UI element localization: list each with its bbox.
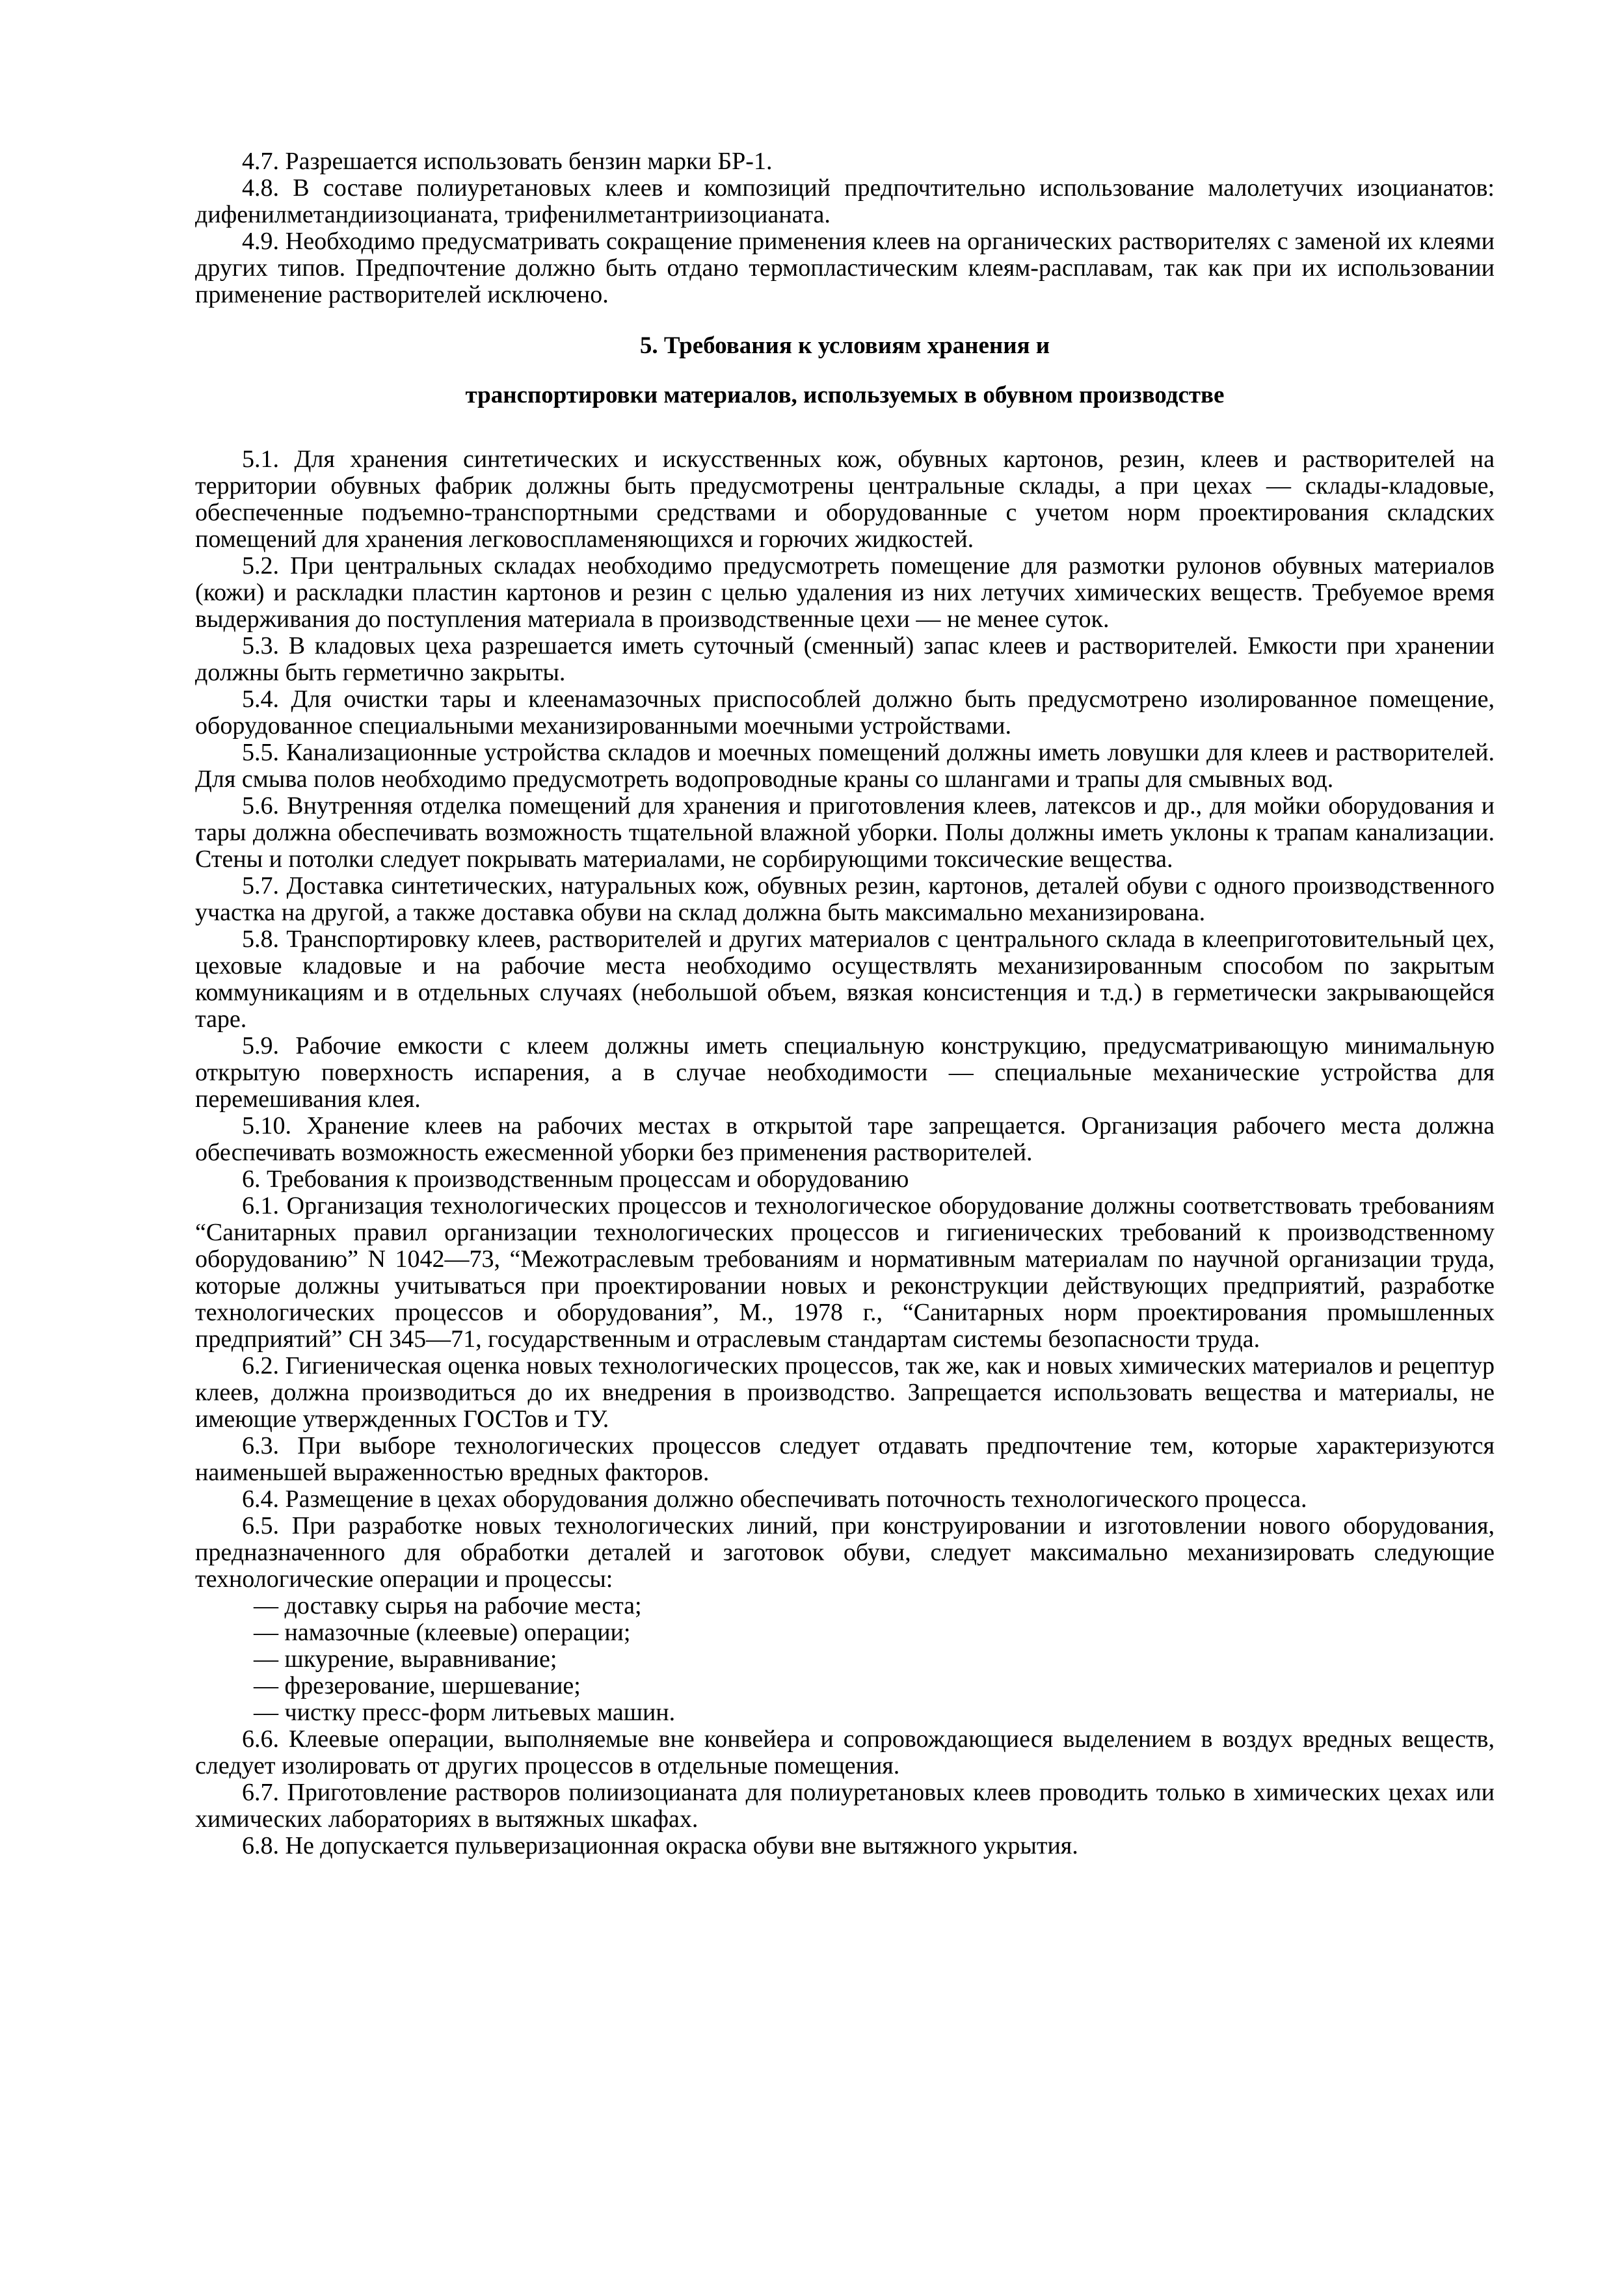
paragraph-5-7: 5.7. Доставка синтетических, натуральных кож, обувных резин, картонов, деталей обуви с одного производственного участка на другой, а также доставка обуви на склад должна быть максимально механизирована. xyxy=(195,872,1495,926)
paragraph-5-1: 5.1. Для хранения синтетических и искусственных кож, обувных картонов, резин, клеев и растворителей на территории обувных фабрик должны быть предусмотрены центральные склады, а при цехах — склады-кладовые, обеспеченные подъемно-транспортными средствами и оборудованные с учетом норм проектирования складских помещений для хранения легковоспламеняющихся и горючих жидкостей. xyxy=(195,446,1495,553)
paragraph-5-6: 5.6. Внутренняя отделка помещений для хранения и приготовления клеев, латексов и др., для мойки оборудования и тары должна обеспечивать возможность тщательной влажной уборки. Полы должны иметь уклоны к трапам канализации. Стены и потолки следует покрывать материалами, не сорбирующими токсические вещества. xyxy=(195,792,1495,873)
list-item: — намазочные (клеевые) операции; xyxy=(254,1619,631,1646)
paragraph-6-1: 6.1. Организация технологических процессов и технологическое оборудование должны соответствовать требованиям “Санитарных правил организации технологических процессов и гигиенических требований к производственному оборудованию” N 1042—73, “Межотраслевым требованиям и нормативным материалам по научной организации труда, которые должны учитываться при проектировании новых и реконструкции действующих предприятий, разработке технологических процессов и оборудования”, М., 1978 г., “Санитарных норм проектирования промышленных предприятий” СН 345—71, государственным и отраслевым стандартам системы безопасности труда. xyxy=(195,1192,1495,1353)
paragraph-5-2: 5.2. При центральных складах необходимо предусмотреть помещение для размотки рулонов обувных материалов (кожи) и раскладки пластин картонов и резин с целью удаления из них летучих химических веществ. Требуемое время выдерживания до поступления материала в производственные цехи — не менее суток. xyxy=(195,552,1495,633)
list-item: — доставку сырья на рабочие места; xyxy=(254,1592,642,1619)
paragraph-6-5: 6.5. При разработке новых технологических линий, при конструировании и изготовлении нового оборудования, предназначенного для обработки деталей и заготовок обуви, следует максимально механизировать следующие технологические операции и процессы: xyxy=(195,1512,1495,1593)
section-6-heading: 6. Требования к производственным процессам и оборудованию xyxy=(242,1165,909,1193)
paragraph-6-6: 6.6. Клеевые операции, выполняемые вне конвейера и сопровождающиеся выделением в воздух вредных веществ, следует изолировать от других процессов в отдельные помещения. xyxy=(195,1725,1495,1779)
section-5-heading xyxy=(195,333,1495,408)
paragraph-5-3: 5.3. В кладовых цеха разрешается иметь суточный (сменный) запас клеев и растворителей. Емкости при хранении должны быть герметично закрыты. xyxy=(195,632,1495,686)
section-5-heading-line-1: 5. Требования к условиям хранения и xyxy=(639,332,1050,359)
paragraph-6-2: 6.2. Гигиеническая оценка новых технологических процессов, так же, как и новых химических материалов и рецептур клеев, должна производиться до их внедрения в производство. Запрещается использовать вещества и материалы, не имеющие утвержденных ГОСТов и ТУ. xyxy=(195,1352,1495,1433)
document-page xyxy=(195,148,1495,1859)
paragraph-6-7: 6.7. Приготовление растворов полиизоцианата для полиуретановых клеев проводить только в химических цехах или химических лабораториях в вытяжных шкафах. xyxy=(195,1779,1495,1833)
paragraph-6-3: 6.3. При выборе технологических процессов следует отдавать предпочтение тем, которые характеризуются наименьшей выраженностью вредных факторов. xyxy=(195,1432,1495,1486)
paragraph-4-9: 4.9. Необходимо предусматривать сокращение применения клеев на органических растворителях с заменой их клеями других типов. Предпочтение должно быть отдано термопластическим клеям-расплавам, так как при их использовании применение растворителей исключено. xyxy=(195,228,1495,308)
list-item: — фрезерование, шершевание; xyxy=(254,1672,581,1699)
paragraph-6-8: 6.8. Не допускается пульверизационная окраска обуви вне вытяжного укрытия. xyxy=(242,1832,1078,1859)
paragraph-5-4: 5.4. Для очистки тары и клеенамазочных приспособлей должно быть предусмотрено изолированное помещение, оборудованное специальными механизированными моечными устройствами. xyxy=(195,685,1495,739)
paragraph-5-10: 5.10. Хранение клеев на рабочих местах в открытой таре запрещается. Организация рабочего места должна обеспечивать возможность ежесменной уборки без применения растворителей. xyxy=(195,1112,1495,1166)
paragraph-4-7: 4.7. Разрешается использовать бензин марки БР-1. xyxy=(242,148,773,175)
list-item: — чистку пресс-форм литьевых машин. xyxy=(254,1699,676,1726)
paragraph-5-9: 5.9. Рабочие емкости с клеем должны иметь специальную конструкцию, предусматривающую минимальную открытую поверхность испарения, а в случае необходимости — специальные механические устройства для перемешивания клея. xyxy=(195,1032,1495,1113)
paragraph-5-5: 5.5. Канализационные устройства складов и моечных помещений должны иметь ловушки для клеев и растворителей. Для смыва полов необходимо предусмотреть водопроводные краны со шлангами и трапы для смывных вод. xyxy=(195,739,1495,793)
paragraph-5-8: 5.8. Транспортировку клеев, растворителей и других материалов с центрального склада в клееприготовительный цех, цеховые кладовые и на рабочие места необходимо осуществлять механизированным способом по закрытым коммуникациям и в отдельных случаях (небольшой объем, вязкая консистенция и т.д.) в герметически закрывающейся таре. xyxy=(195,925,1495,1033)
paragraph-6-4: 6.4. Размещение в цехах оборудования должно обеспечивать поточность технологического процесса. xyxy=(242,1485,1307,1513)
paragraph-4-8: 4.8. В составе полиуретановых клеев и композиций предпочтительно использование малолетучих изоцианатов: дифенилметандиизоцианата, трифенилметантриизоцианата. xyxy=(195,174,1495,228)
section-5-heading-line-2: транспортировки материалов, используемых в обувном производстве xyxy=(465,382,1225,408)
list-item: — шкурение, выравнивание; xyxy=(254,1645,557,1673)
